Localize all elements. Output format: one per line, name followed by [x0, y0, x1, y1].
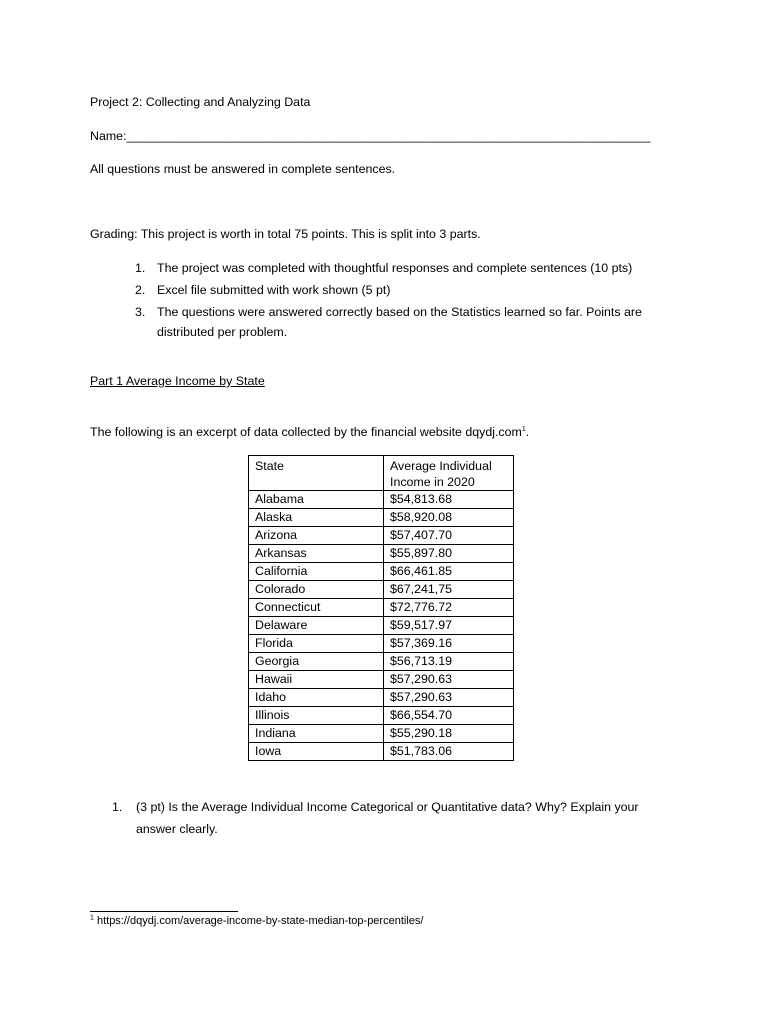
table-row — [249, 653, 514, 671]
income-cell: $54,813.68 — [384, 491, 514, 509]
income-cell: $57,369.16 — [384, 635, 514, 653]
name-field-line: Name:____________________________________________________________________________ — [90, 129, 651, 143]
income-cell: $58,920.08 — [384, 509, 514, 527]
income-cell: $67,241,75 — [384, 581, 514, 599]
part1-heading: Part 1 Average Income by State — [90, 374, 265, 388]
grading-item-text: The questions were answered correctly based on the Statistics learned so far. Points are distributed per problem. — [157, 305, 642, 339]
table-row — [249, 509, 514, 527]
state-cell: California — [249, 563, 384, 581]
income-table — [248, 455, 514, 761]
table-row — [249, 617, 514, 635]
state-cell: Idaho — [249, 689, 384, 707]
footnote — [90, 914, 423, 928]
table-row — [249, 527, 514, 545]
table-row — [249, 635, 514, 653]
income-cell: $59,517.97 — [384, 617, 514, 635]
table-row — [249, 491, 514, 509]
column-header-state: State — [249, 456, 384, 491]
grading-item-text: Excel file submitted with work shown (5 pt) — [157, 283, 391, 297]
page-title: Project 2: Collecting and Analyzing Data — [90, 95, 311, 109]
income-cell: $56,713.19 — [384, 653, 514, 671]
part1-intro — [90, 424, 529, 440]
footnote-url: https://dqydj.com/average-income-by-state-median-top-percentiles/ — [93, 915, 424, 927]
grading-intro: Grading: This project is worth in total 75 points. This is split into 3 parts. — [90, 227, 481, 241]
state-cell: Alaska — [249, 509, 384, 527]
grading-item-text: The project was completed with thoughtful responses and complete sentences (10 pts) — [157, 261, 633, 275]
question-number: 1. — [112, 800, 123, 814]
grading-item-number: 2. — [135, 283, 146, 297]
income-cell: $51,783.06 — [384, 743, 514, 761]
table-header-row — [249, 456, 514, 491]
state-cell: Illinois — [249, 707, 384, 725]
table-row — [249, 599, 514, 617]
state-cell: Arizona — [249, 527, 384, 545]
footnote-divider — [90, 911, 238, 912]
footnote-reference: 1 — [521, 425, 526, 433]
table-row — [249, 545, 514, 563]
income-cell: $57,290.63 — [384, 689, 514, 707]
grading-item — [90, 280, 670, 300]
question-1 — [112, 796, 672, 840]
state-cell: Arkansas — [249, 545, 384, 563]
state-cell: Colorado — [249, 581, 384, 599]
income-cell: $66,554.70 — [384, 707, 514, 725]
footnote-number: 1 — [90, 914, 94, 922]
state-cell: Indiana — [249, 725, 384, 743]
table-row — [249, 581, 514, 599]
table-body — [249, 491, 514, 761]
table-row — [249, 671, 514, 689]
income-cell: $57,290.63 — [384, 671, 514, 689]
state-cell: Alabama — [249, 491, 384, 509]
state-cell: Connecticut — [249, 599, 384, 617]
table-row — [249, 743, 514, 761]
state-cell: Hawaii — [249, 671, 384, 689]
state-cell: Georgia — [249, 653, 384, 671]
grading-item-number: 1. — [135, 261, 146, 275]
table-row — [249, 707, 514, 725]
grading-item — [90, 302, 670, 342]
grading-item-number: 3. — [135, 305, 146, 319]
question-text: (3 pt) Is the Average Individual Income Categorical or Quantitative data? Why? Explain your answer clearly. — [136, 800, 639, 836]
table-row — [249, 725, 514, 743]
table-row — [249, 689, 514, 707]
part1-intro-end: . — [525, 425, 530, 439]
grading-item — [90, 258, 670, 278]
state-cell: Iowa — [249, 743, 384, 761]
income-cell: $57,407.70 — [384, 527, 514, 545]
column-header-income: Average Individual Income in 2020 — [384, 456, 514, 491]
table-row — [249, 563, 514, 581]
income-cell: $66,461.85 — [384, 563, 514, 581]
income-cell: $72,776.72 — [384, 599, 514, 617]
part1-intro-text: The following is an excerpt of data collected by the financial website dqydj.com — [90, 425, 522, 439]
grading-list — [90, 258, 670, 344]
instructions-text: All questions must be answered in complete sentences. — [90, 162, 396, 176]
income-cell: $55,290.18 — [384, 725, 514, 743]
income-cell: $55,897.80 — [384, 545, 514, 563]
state-cell: Florida — [249, 635, 384, 653]
state-cell: Delaware — [249, 617, 384, 635]
